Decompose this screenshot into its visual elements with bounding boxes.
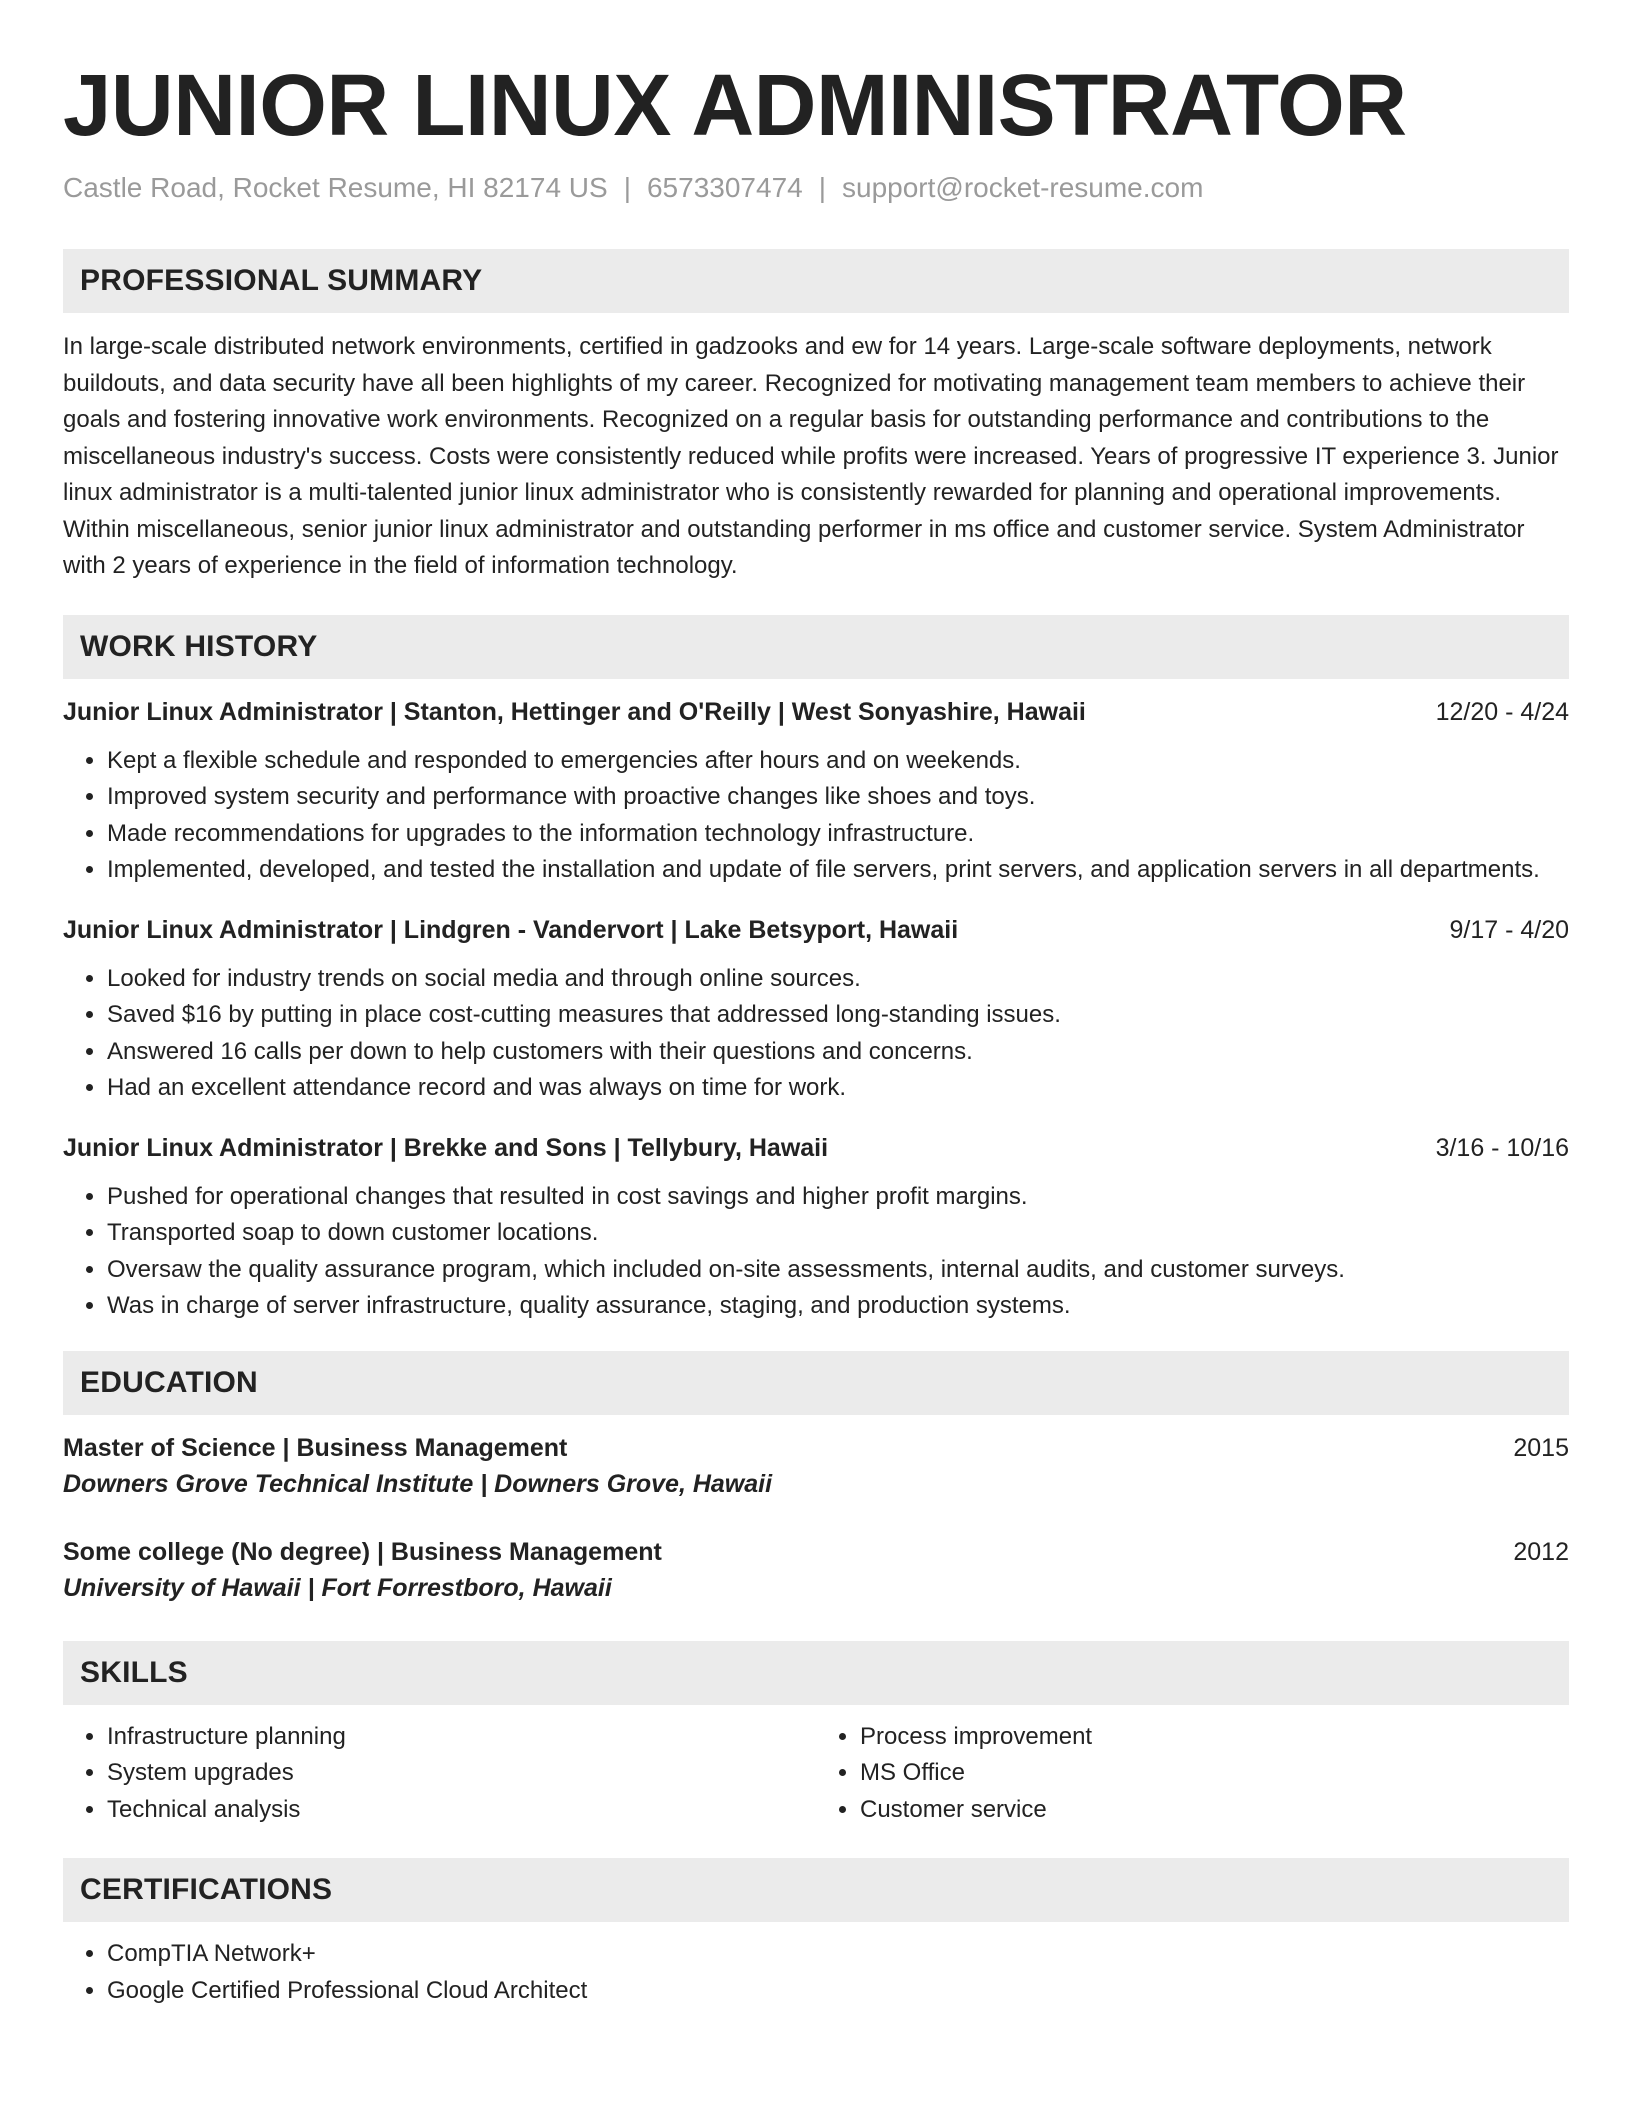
section-heading-summary: PROFESSIONAL SUMMARY	[63, 249, 1569, 313]
job-bullets	[63, 961, 1569, 1107]
job-header	[63, 695, 1569, 729]
skills-grid	[63, 1719, 1569, 1829]
skill-item: • Technical analysis	[107, 1792, 816, 1829]
section-heading-certifications: CERTIFICATIONS	[63, 1858, 1569, 1922]
job-bullets	[63, 743, 1569, 889]
skill-item: • Customer service	[860, 1792, 1569, 1829]
job-bullet: • Transported soap to down customer locations.	[107, 1215, 1569, 1252]
section-heading-skills: SKILLS	[63, 1641, 1569, 1705]
certifications-list	[63, 1936, 1569, 2009]
job-bullet: • Looked for industry trends on social media and through online sources.	[107, 961, 1569, 998]
job-entry	[63, 913, 1569, 1107]
summary-text: In large-scale distributed network environments, certified in gadzooks and ew for 14 years. Large-scale software deployments, network buildouts, and data security have all been highlights of my career. Recognized for motivating management team members to achieve their goals and fostering innovative work environments. Recognized on a regular basis for outstanding performance and contributions to the miscellaneous industry's success. Costs were consistently reduced while profits were increased. Years of progressive IT experience 3. Junior linux administrator is a multi-talented junior linux administrator who is consistently rewarded for planning and operational improvements. Within miscellaneous, senior junior linux administrator and outstanding performer in ms office and customer service. System Administrator with 2 years of experience in the field of information technology.	[63, 333, 1559, 579]
job-header	[63, 913, 1569, 947]
job-dates: 12/20 - 4/24	[1435, 697, 1569, 726]
section-heading-work-history: WORK HISTORY	[63, 615, 1569, 679]
education-entry	[63, 1431, 1569, 1503]
contact-email: support@rocket-resume.com	[842, 172, 1204, 203]
job-bullet: • Had an excellent attendance record and was always on time for work.	[107, 1070, 1569, 1107]
certification-item: • CompTIA Network+	[107, 1936, 1569, 1973]
job-bullet: • Was in charge of server infrastructure, quality assurance, staging, and production systems.	[107, 1288, 1569, 1325]
candidate-name: JUNIOR LINUX ADMINISTRATOR	[63, 57, 1407, 154]
education-year: 2015	[1513, 1433, 1569, 1462]
education-entry	[63, 1535, 1569, 1607]
education-header	[63, 1535, 1569, 1569]
contact-separator: |	[818, 172, 826, 203]
job-bullet: • Pushed for operational changes that resulted in cost savings and higher profit margins.	[107, 1179, 1569, 1216]
job-bullet: • Improved system security and performance with proactive changes like shoes and toys.	[107, 779, 1569, 816]
job-bullet: • Kept a flexible schedule and responded to emergencies after hours and on weekends.	[107, 743, 1569, 780]
certification-item: • Google Certified Professional Cloud Architect	[107, 1973, 1569, 2010]
skill-item: • System upgrades	[107, 1755, 816, 1792]
skills-list-right	[816, 1719, 1569, 1829]
education-degree: Master of Science | Business Management	[63, 1433, 568, 1462]
job-dates: 9/17 - 4/20	[1449, 915, 1569, 944]
contact-line	[63, 170, 1569, 206]
education-school: Downers Grove Technical Institute | Downers Grove, Hawaii	[63, 1469, 773, 1498]
job-entry	[63, 1131, 1569, 1325]
job-bullet: • Answered 16 calls per down to help customers with their questions and concerns.	[107, 1034, 1569, 1071]
contact-address: Castle Road, Rocket Resume, HI 82174 US	[63, 172, 608, 203]
job-bullet: • Implemented, developed, and tested the installation and update of file servers, print servers, and application servers in all departments.	[107, 852, 1569, 889]
job-bullets	[63, 1179, 1569, 1325]
job-bullet: • Made recommendations for upgrades to the information technology infrastructure.	[107, 816, 1569, 853]
education-degree: Some college (No degree) | Business Management	[63, 1537, 662, 1566]
job-header	[63, 1131, 1569, 1165]
skills-list-left	[63, 1719, 816, 1829]
job-entry	[63, 695, 1569, 889]
job-bullet: • Saved $16 by putting in place cost-cutting measures that addressed long-standing issues.	[107, 997, 1569, 1034]
job-title: Junior Linux Administrator | Brekke and Sons | Tellybury, Hawaii	[63, 1133, 829, 1162]
job-title: Junior Linux Administrator | Stanton, Hettinger and O'Reilly | West Sonyashire, Hawaii	[63, 697, 1086, 726]
job-title: Junior Linux Administrator | Lindgren - Vandervort | Lake Betsyport, Hawaii	[63, 915, 959, 944]
education-header	[63, 1431, 1569, 1465]
job-dates: 3/16 - 10/16	[1435, 1133, 1569, 1162]
contact-separator: |	[623, 172, 631, 203]
contact-phone: 6573307474	[646, 172, 803, 203]
education-year: 2012	[1513, 1537, 1569, 1566]
section-heading-education: EDUCATION	[63, 1351, 1569, 1415]
skill-item: • MS Office	[860, 1755, 1569, 1792]
skill-item: • Infrastructure planning	[107, 1719, 816, 1756]
skill-item: • Process improvement	[860, 1719, 1569, 1756]
job-bullet: • Oversaw the quality assurance program, which included on-site assessments, internal audits, and customer surveys.	[107, 1252, 1569, 1289]
education-school: University of Hawaii | Fort Forrestboro, Hawaii	[63, 1573, 612, 1602]
